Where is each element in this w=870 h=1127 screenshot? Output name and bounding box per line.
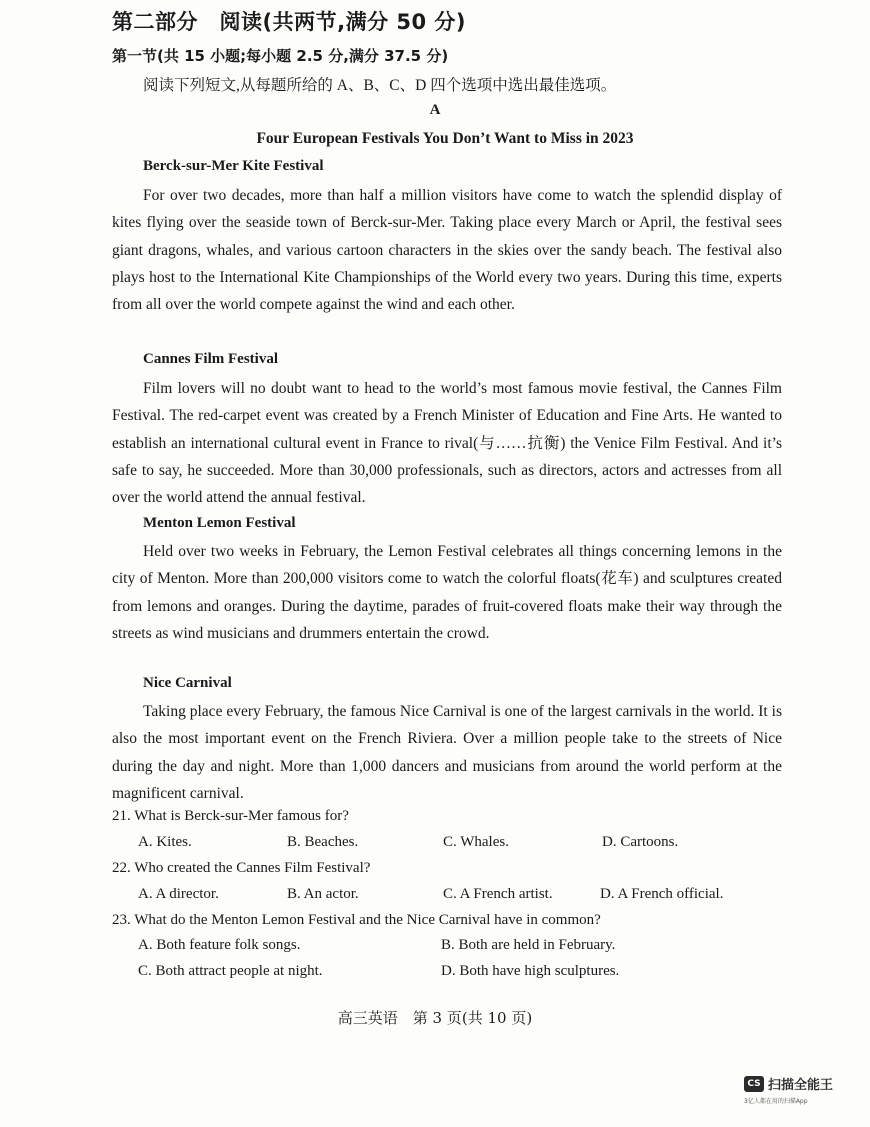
passage-letter: A: [429, 102, 441, 118]
option-22-a: A. A director.: [138, 886, 219, 902]
option-21-b: B. Beaches.: [287, 834, 359, 850]
section-heading-cannes: Cannes Film Festival: [143, 351, 278, 367]
paragraph-kite: For over two decades, more than half a million visitors have come to watch the splendid display of kites flying over the seaside town of Berck-sur-Mer. Taking place every March or April, the festival sees giant dragons, whales, and various cartoon characters in the skies over the sandy beach. The festival also plays host to the International Kite Championships of the World every two years. During this time, experts from all over the world compete against the wind and each other.: [112, 187, 782, 314]
page-footer: 高三英语 第 3 页(共 10 页): [337, 1009, 533, 1027]
question-22: 22. Who created the Cannes Film Festival?: [112, 860, 371, 876]
question-23: 23. What do the Menton Lemon Festival and the Nice Carnival have in common?: [112, 912, 601, 928]
section-heading-menton: Menton Lemon Festival: [143, 515, 296, 531]
instructions: 阅读下列短文,从每题所给的 A、B、C、D 四个选项中选出最佳选项。: [143, 77, 617, 94]
scanner-name: 扫描全能王: [768, 1078, 834, 1093]
option-21-c: C. Whales.: [443, 834, 509, 850]
option-23-a: A. Both feature folk songs.: [138, 937, 301, 953]
section-heading-nice: Nice Carnival: [143, 675, 232, 691]
paragraph-menton: Held over two weeks in February, the Lemon Festival celebrates all things concerning lemons in the city of Menton. More than 200,000 visitors come to watch the colorful floats(花车) and sculptures created from lemons and oranges. During the daytime, parades of fruit-covered floats make their way through the streets as wind musicians and drummers entertain the crowd.: [112, 543, 782, 642]
option-23-d: D. Both have high sculptures.: [441, 963, 620, 979]
scanner-watermark: [744, 1074, 833, 1093]
option-23-b: B. Both are held in February.: [441, 937, 616, 953]
option-22-c: C. A French artist.: [443, 886, 553, 902]
option-22-d: D. A French official.: [600, 886, 724, 902]
paragraph-nice: Taking place every February, the famous Nice Carnival is one of the largest carnivals in the world. It is also the most important event on the French Riviera. Over a million people take to the streets of Nice during the day and night. More than 1,000 dancers and musicians from around the world perform at the magnificent carnival.: [112, 703, 782, 802]
scanner-logo-icon: CS: [744, 1076, 764, 1092]
paragraph-cannes: Film lovers will no doubt want to head to the world’s most famous movie festival, the Cannes Film Festival. The red-carpet event was created by a French Minister of Education and Fine Arts. He wanted to establish an international cultural event in France to rival(与……抗衡) the Venice Film Festival. And it’s safe to say, he succeeded. More than 30,000 professionals, such as directors, actors and actresses from all over the world attend the annual festival.: [112, 380, 782, 507]
passage-title: Four European Festivals You Don’t Want to Miss in 2023: [256, 130, 634, 147]
part-title: 第二部分 阅读(共两节,满分 50 分): [112, 10, 467, 34]
scanner-tagline: 3亿人都在用的扫描App: [744, 1098, 808, 1105]
section-title: 第一节(共 15 小题;每小题 2.5 分,满分 37.5 分): [112, 47, 449, 65]
option-21-a: A. Kites.: [138, 834, 192, 850]
section-heading-kite: Berck-sur-Mer Kite Festival: [143, 158, 324, 174]
question-21: 21. What is Berck-sur-Mer famous for?: [112, 808, 349, 824]
option-21-d: D. Cartoons.: [602, 834, 679, 850]
option-23-c: C. Both attract people at night.: [138, 963, 323, 979]
option-22-b: B. An actor.: [287, 886, 359, 902]
